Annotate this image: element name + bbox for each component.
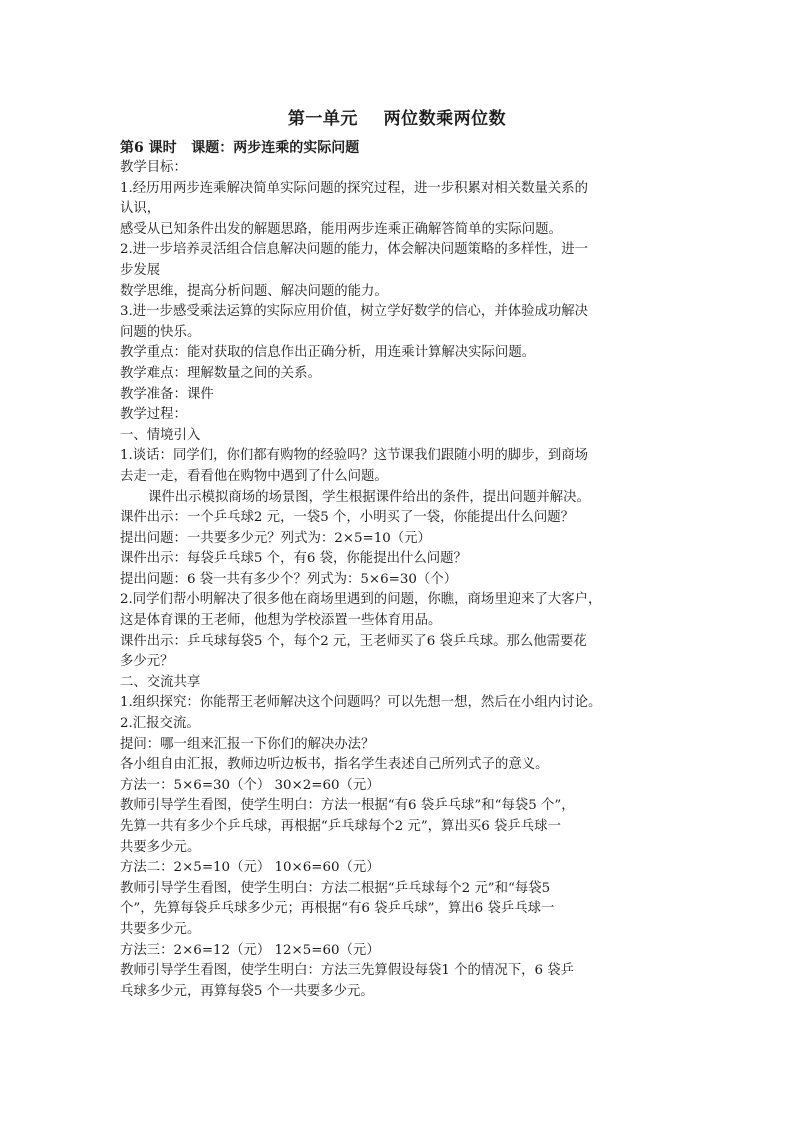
text-line: 教师引导学生看图，使学生明白：方法三先算假设每袋1 个的情况下，6 袋乒 xyxy=(120,963,575,979)
text-line: 1.谈话：同学们，你们都有购物的经验吗？这节课我们跟随小明的脚步，到商场 xyxy=(120,448,589,464)
text-line: 课件出示模拟商场的场景图，学生根据课件给出的条件，提出问题并解决。 xyxy=(148,489,590,505)
section-heading: 二、交流共享 xyxy=(120,674,201,690)
text-line: 教师引导学生看图，使学生明白：方法一根据“有6 袋乒乓球”和“每袋5 个”， xyxy=(120,798,575,814)
text-line: 步发展 xyxy=(120,262,161,278)
text-line: 各小组自由汇报，教师边听边板书，指名学生表述自己所列式子的意义。 xyxy=(120,757,549,773)
text-line: 教学难点：理解数量之间的关系。 xyxy=(120,365,321,381)
text-line: 2.汇报交流。 xyxy=(120,716,200,732)
text-line: 先算一共有多少个乒乓球，再根据“乒乓球每个2 元”，算出买6 袋乒乓球一 xyxy=(120,819,561,834)
text-line: 认识， xyxy=(120,201,161,217)
text-line: 教学准备：课件 xyxy=(120,386,214,402)
text-line: 感受从已知条件出发的解题思路，能用两步连乘正确解答简单的实际问题。 xyxy=(120,221,562,237)
text-line: 3.进一步感受乘法运算的实际应用价值，树立学好数学的信心，并体验成功解决 xyxy=(120,304,589,320)
text-line: 个”，先算每袋乒乓球多少元；再根据“有6 袋乒乓球”，算出6 袋乒乓球一 xyxy=(120,901,555,917)
text-line: 1.组织探究：你能帮王老师解决这个问题吗？可以先想一想，然后在小组内讨论。 xyxy=(120,695,602,711)
unit-title: 第一单元 两位数乘两位数 xyxy=(287,109,507,129)
text-line: 提出问题：一共要多少元？列式为：2×5=10（元） xyxy=(120,530,431,546)
lesson-header: 第6 课时 课题：两步连乘的实际问题 xyxy=(120,140,360,156)
text-line: 课件出示：乒乓球每袋5 个，每个2 元，王老师买了6 袋乒乓球。那么他需要花 xyxy=(120,633,587,649)
text-line: 共要多少元。 xyxy=(120,839,201,855)
text-line: 方法一：5×6=30（个） 30×2=60（元） xyxy=(120,777,380,793)
lesson-body xyxy=(120,158,680,1002)
text-line: 数学思维，提高分析问题、解决问题的能力。 xyxy=(120,283,388,299)
text-line: 提出问题：6 袋一共有多少个？列式为：5×6=30（个） xyxy=(120,571,458,587)
text-line: 教师引导学生看图，使学生明白：方法二根据“乒乓球每个2 元”和“每袋5 xyxy=(120,880,551,896)
text-line: 课件出示：每袋乒乓球5 个，有6 袋，你能提出什么问题？ xyxy=(120,551,467,567)
text-line: 教学目标： xyxy=(120,160,187,175)
text-line: 多少元？ xyxy=(120,654,174,670)
text-line: 教学过程： xyxy=(120,407,187,423)
text-line: 去走一走，看看他在购物中遇到了什么问题。 xyxy=(120,468,388,484)
text-line: 课件出示：一个乒乓球2 元，一袋5 个，小明买了一袋，你能提出什么问题？ xyxy=(120,510,575,526)
text-line: 方法二：2×5=10（元） 10×6=60（元） xyxy=(120,860,380,876)
text-line: 2.同学们帮小明解决了很多他在商场里遇到的问题，你瞧，商场里迎来了大客户， xyxy=(120,592,602,608)
text-line: 提问：哪一组来汇报一下你们的解决办法？ xyxy=(120,736,375,752)
text-line: 乓球多少元，再算每袋5 个一共要多少元。 xyxy=(120,983,374,999)
text-line: 这是体育课的王老师，他想为学校添置一些体育用品。 xyxy=(120,613,442,629)
text-line: 1.经历用两步连乘解决简单实际问题的探究过程，进一步积累对相关数量关系的 xyxy=(120,180,589,196)
text-line: 教学重点：能对获取的信息作出正确分析，用连乘计算解决实际问题。 xyxy=(120,345,536,361)
section-heading: 一、情境引入 xyxy=(120,427,201,443)
text-line: 问题的快乐。 xyxy=(120,324,201,340)
text-line: 共要多少元。 xyxy=(120,921,201,937)
text-line: 方法三：2×6=12（元） 12×5=60（元） xyxy=(120,942,380,958)
text-line: 2.进一步培养灵活组合信息解决问题的能力，体会解决问题策略的多样性，进一 xyxy=(120,242,589,258)
